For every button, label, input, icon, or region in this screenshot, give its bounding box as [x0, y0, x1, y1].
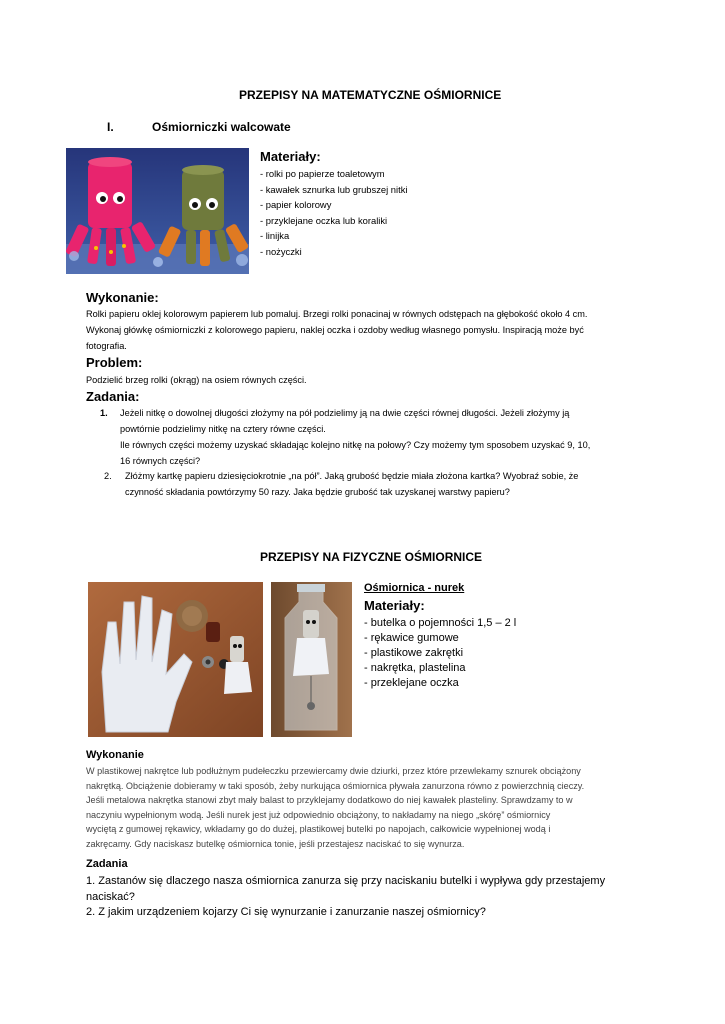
section-number: I. — [107, 120, 114, 134]
math-title: PRZEPISY NA MATEMATYCZNE OŚMIORNICE — [239, 88, 502, 102]
execution-line: W plastikowej nakrętce lub podłużnym pudełeczku przewiercamy dwie dziurki, przez które przewlekamy sznurek obciążony — [86, 766, 581, 776]
execution-text — [86, 306, 646, 354]
execution-line: nakrętką. Obciążenie dobieramy w taki sposób, żeby nurkująca ośmiornica pływała zanurzona równo z powierzchnią cieczy. — [86, 780, 585, 791]
bottle-diver-photo — [271, 582, 352, 737]
problem-heading: Problem: — [86, 355, 143, 370]
execution-line: Rolki papieru oklej kolorowym papierem lub pomaluj. Brzegi rolki ponacinaj w równych odstępach na głębokość około 4 cm. — [86, 309, 588, 319]
octopus-rolls-photo — [66, 148, 249, 274]
list-item: - przyklejane oczka lub koraliki — [260, 214, 388, 226]
task-2 — [104, 468, 664, 500]
physics-execution-heading: Wykonanie — [86, 749, 144, 761]
list-item: - rękawice gumowe — [364, 632, 459, 644]
physics-execution-text — [86, 764, 666, 852]
physics-tasks-text — [86, 874, 666, 921]
physics-materials-heading: Materiały: — [364, 598, 425, 613]
list-item: - przeklejane oczka — [364, 677, 459, 689]
execution-line: fotografia. — [86, 341, 127, 351]
list-item: - linijka — [260, 230, 290, 242]
task-line: Ile równych części możemy uzyskać składając kolejno nitkę na połowy? Czy możemy tym sposobem uzyskać 9, 10, — [120, 440, 591, 450]
glove-materials-photo — [88, 582, 263, 737]
materials-heading: Materiały: — [260, 149, 321, 164]
execution-line: Jeśli metalowa nakrętka stanowi zbyt mały balast to przyklejamy dodatkowo do niej kawałek plasteliny. Sprawdzamy to w — [86, 795, 573, 806]
task-line: powtórnie podzielimy nitkę na cztery równe części. — [120, 424, 326, 434]
task-line: czynność składania powtórzymy 50 razy. Jaka będzie grubość tak uzyskanej warstwy papieru? — [125, 487, 510, 497]
list-item: - kawałek sznurka lub grubszej nitki — [260, 183, 408, 195]
task-number: 2. — [104, 471, 112, 481]
list-item: - nakrętka, plastelina — [364, 662, 466, 674]
problem-text: Podzielić brzeg rolki (okrąg) na osiem równych części. — [86, 375, 307, 385]
task-number: 1. — [100, 408, 108, 418]
list-item: - butelka o pojemności 1,5 – 2 l — [364, 617, 517, 629]
materials-list — [260, 166, 407, 260]
task-line: Złóżmy kartkę papieru dziesięciokrotnie „na pół”. Jaką grubość będzie miała złożona kartka? Wyobraź sobie, że — [125, 471, 579, 481]
list-item: - plastikowe zakrętki — [364, 647, 464, 659]
task-line: 16 równych części? — [120, 456, 201, 466]
physics-materials-list — [364, 616, 516, 691]
execution-line: naczyniu wypełnionym wodą. Jeśli nurek jest już odpowiednio obciążony, to nakładamy na niego „skórę” ośmiornicy — [86, 809, 551, 820]
physics-title: PRZEPISY NA FIZYCZNE OŚMIORNICE — [260, 550, 483, 564]
execution-line: zakręcamy. Gdy naciskasz butelkę ośmiornica tonie, jeśli przestajesz naciskać to się wynurza. — [86, 838, 465, 849]
tasks-heading: Zadania: — [86, 389, 140, 404]
list-item: - papier kolorowy — [260, 199, 332, 211]
list-item: - nożyczki — [260, 245, 302, 257]
execution-line: wyciętą z gumowej rękawicy, wkładamy go do dużej, plastikowej butelki po napojach, całkowicie wypełnionej wodą i — [86, 824, 551, 835]
task-line: Jeżeli nitkę o dowolnej długości złożymy na pół podzielimy ją na dwie części równej długości. Jeżeli złożymy ją — [120, 408, 570, 418]
task-line: 1. Zastanów się dlaczego nasza ośmiornica zanurza się przy naciskaniu butelki i wypływa gdy przestajemy — [86, 875, 606, 887]
execution-heading: Wykonanie: — [86, 290, 159, 305]
execution-line: Wykonaj główkę ośmiorniczki z kolorowego papieru, naklej oczka i ozdoby według własnego pomysłu. Inspiracją może być — [86, 325, 584, 335]
list-item: - rolki po papierze toaletowym — [260, 168, 385, 179]
section-title: Ośmiorniczki walcowate — [152, 120, 291, 134]
physics-subtitle: Ośmiornica - nurek — [364, 582, 465, 594]
task-line: 2. Z jakim urządzeniem kojarzy Ci się wynurzanie i zanurzanie naszej ośmiornicy? — [86, 906, 486, 919]
task-1 — [100, 405, 660, 469]
task-line: naciskać? — [86, 890, 135, 903]
physics-tasks-heading: Zadania — [86, 858, 128, 870]
